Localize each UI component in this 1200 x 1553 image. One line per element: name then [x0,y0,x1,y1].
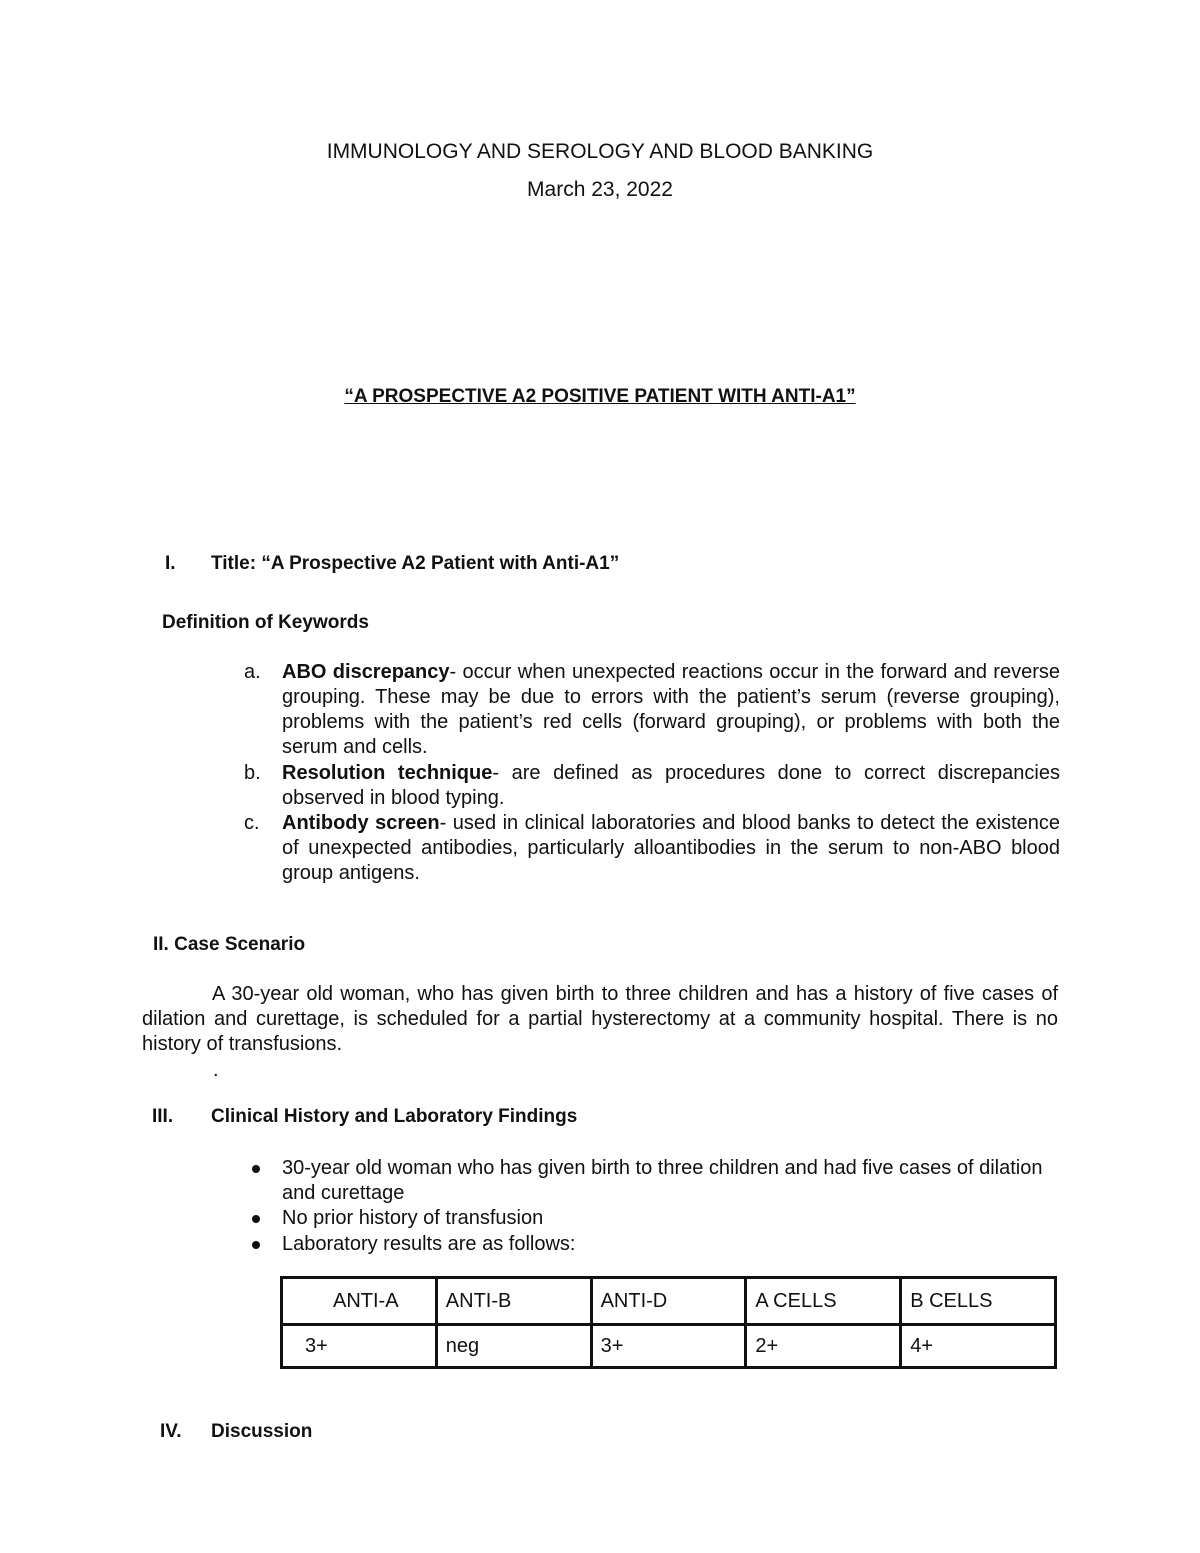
table-cell: 3+ [282,1325,437,1368]
table-header-cell: ANTI-B [436,1278,591,1325]
section-1-numeral: I. [165,553,176,574]
bullet-item [248,1206,1048,1231]
bullet-icon [252,1165,260,1173]
table-cell: 3+ [591,1325,746,1368]
section-4-title: Discussion [211,1421,313,1442]
section-3-numeral: III. [152,1106,174,1127]
bullet-item [248,1232,1048,1257]
keyword-term: ABO discrepancy [282,661,450,683]
bullet-icon [252,1241,260,1249]
table-header-cell: ANTI-A [282,1278,437,1325]
keyword-text [282,660,1060,760]
keyword-letter: b. [244,762,261,784]
section-3-heading [152,1106,577,1128]
table-cell: 4+ [901,1325,1056,1368]
keyword-definition: - are defined as procedures done to correct discrepancies observed in blood typing. [282,762,1060,809]
section-2-heading: II. Case Scenario [153,934,306,955]
table-header-cell: ANTI-D [591,1278,746,1325]
table-header-cell: A CELLS [746,1278,901,1325]
section-1-title: Title: “A Prospective A2 Patient with Anti-A1” [211,553,620,574]
course-title: IMMUNOLOGY AND SEROLOGY AND BLOOD BANKING [326,140,874,163]
bullet-text: Laboratory results are as follows: [282,1233,576,1255]
table-header-cell: B CELLS [901,1278,1056,1325]
bullet-text: No prior history of transfusion [282,1207,544,1229]
main-title: “A PROSPECTIVE A2 POSITIVE PATIENT WITH ANTI-A1” [344,386,856,407]
table-cell: neg [436,1325,591,1368]
keyword-item-abo-discrepancy [244,660,1060,760]
keyword-letter: a. [244,661,261,683]
table-cell: 2+ [746,1325,901,1368]
section-3-title: Clinical History and Laboratory Findings [211,1106,578,1127]
section-4-heading [160,1421,312,1443]
keyword-term: Resolution technique [282,762,493,784]
case-scenario-paragraph: A 30-year old woman, who has given birth to three children and has a history of five cases of dilation and curettage, is scheduled for a partial hysterectomy at a community hospital. There is no history of transfusions. [142,983,1058,1055]
keyword-letter: c. [244,812,260,834]
keywords-heading: Definition of Keywords [162,612,369,633]
stray-mark: . [213,1059,219,1081]
table-row [282,1325,1056,1368]
keyword-term: Antibody screen [282,812,440,834]
section-4-numeral: IV. [160,1421,182,1442]
bullet-text: 30-year old woman who has given birth to three children and had five cases of dilation and curettage [282,1157,1043,1204]
keyword-item-resolution-technique [244,761,1060,811]
keyword-item-antibody-screen [244,811,1060,886]
document-date: March 23, 2022 [527,178,673,201]
keyword-text [282,761,1060,811]
section-1-heading [165,553,619,575]
keyword-definition: - occur when unexpected reactions occur in the forward and reverse grouping. These may be due to errors with the patient’s serum (reverse grouping), problems with the patient’s red cells (forward grouping), or problems with both the serum and cells. [282,661,1060,758]
keyword-definition: - used in clinical laboratories and blood banks to detect the existence of unexpected antibodies, particularly alloantibodies in the serum to non-ABO blood group antigens. [282,812,1060,884]
bullet-icon [252,1215,260,1223]
bullet-item [248,1156,1048,1206]
lab-results-table [280,1276,1057,1369]
keyword-text [282,811,1060,886]
table-header-row [282,1278,1056,1325]
